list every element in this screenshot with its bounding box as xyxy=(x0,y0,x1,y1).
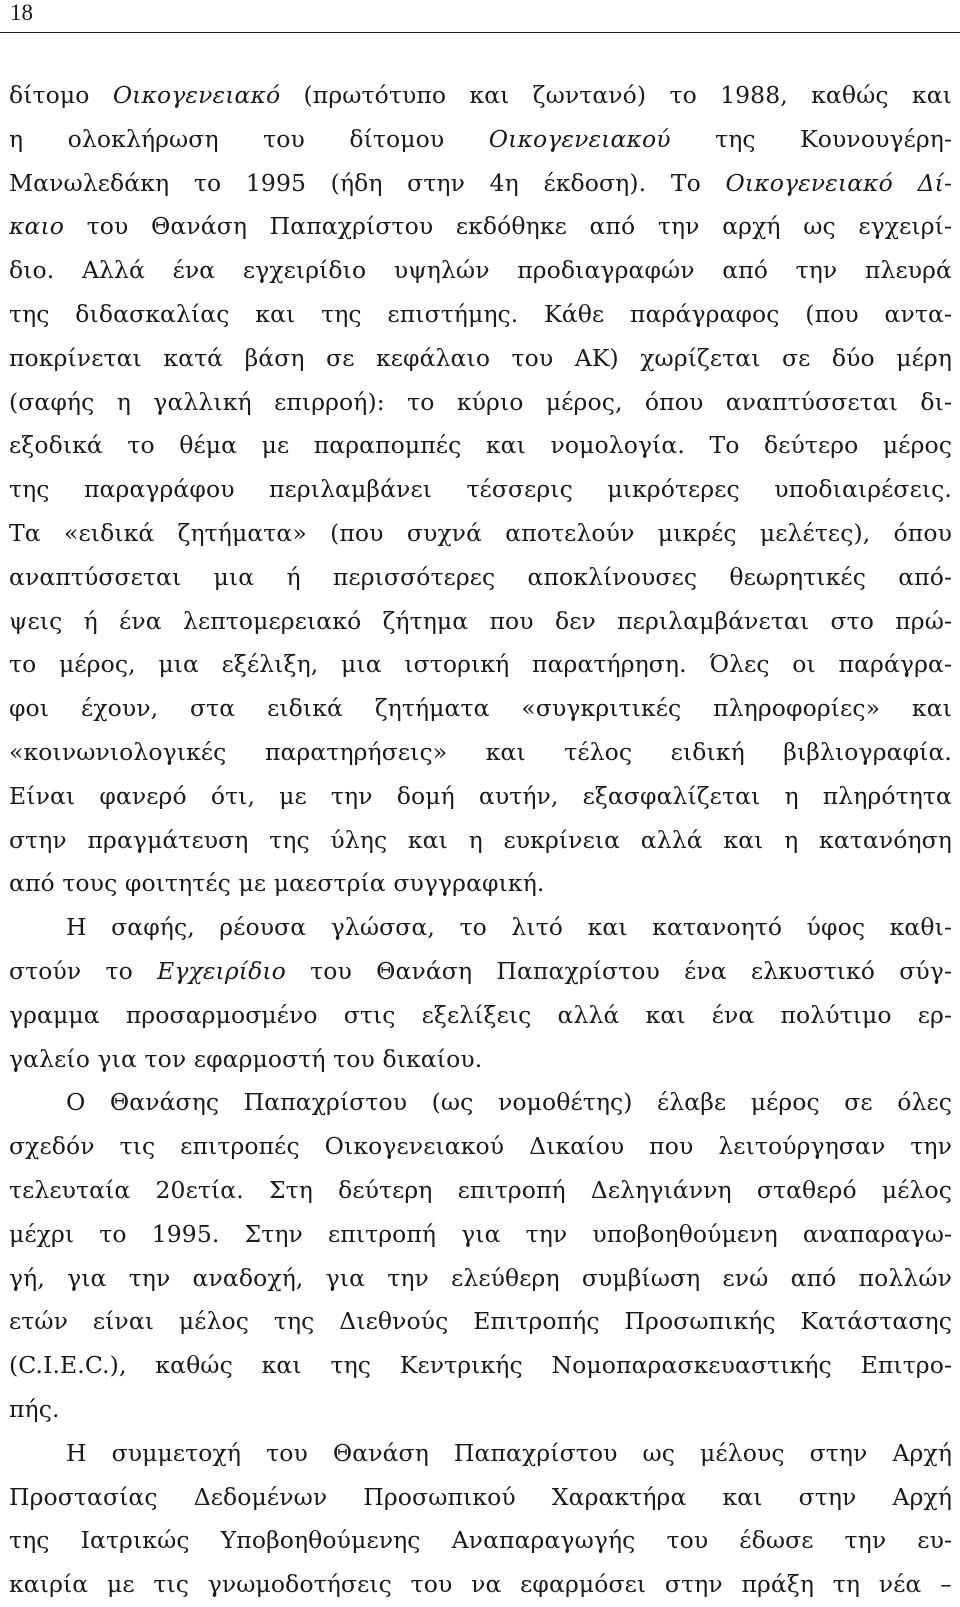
italic-text: Οικογενειακό xyxy=(112,81,281,109)
text-line xyxy=(9,424,952,468)
text-span: της Κουνουγέρη- xyxy=(670,124,952,153)
text-line xyxy=(9,1125,952,1169)
text-line xyxy=(9,1388,952,1432)
text-line xyxy=(9,906,952,950)
text-span: δίτομο xyxy=(9,81,113,109)
text-span: Μανωλεδάκη το 1995 (ήδη στην 4η έκδοση). Το xyxy=(9,168,726,197)
text-line xyxy=(9,862,952,906)
italic-text: Εγχειρίδιο xyxy=(157,956,286,985)
page-number: 18 xyxy=(10,0,33,25)
text-line xyxy=(9,1081,952,1125)
text-line xyxy=(9,293,952,337)
text-span: η ολοκλήρωση του δίτομου xyxy=(9,124,489,153)
text-line xyxy=(9,1432,952,1476)
text-span: καιρία με τις γνωμοδοτήσεις του να εφαρμόσει στην πράξη τη νέα – xyxy=(9,1570,952,1599)
paragraph xyxy=(9,74,952,906)
text-span: ποκρίνεται κατά βάση σε κεφάλαιο του ΑΚ) χωρίζεται σε δύο μέρη xyxy=(9,343,952,372)
text-line xyxy=(9,381,952,425)
text-span: ψεις ή ένα λεπτομερειακό ζήτημα που δεν περιλαμβάνεται στο πρώ- xyxy=(9,606,952,635)
text-line xyxy=(9,512,952,556)
text-span: διο. Αλλά ένα εγχειρίδιο υψηλών προδιαγραφών από την πλευρά xyxy=(9,256,952,285)
text-line xyxy=(9,1519,952,1563)
text-span: Η συμμετοχή του Θανάση Παπαχρίστου ως μέλους στην Αρχή xyxy=(66,1438,952,1467)
text-line xyxy=(9,994,952,1038)
text-span: (C.I.E.C.), καθώς και της Κεντρικής Νομοπαρασκευαστικής Επιτρο- xyxy=(9,1351,952,1380)
paragraph xyxy=(9,906,952,1081)
text-span: «κοινωνιολογικές παρατηρήσεις» και τέλος ειδική βιβλιογραφία. xyxy=(9,737,952,766)
body-text xyxy=(9,74,952,1607)
text-line xyxy=(9,819,952,863)
text-span: Τα «ειδικά ζητήματα» (που συχνά αποτελούν μικρές μελέτες), όπου xyxy=(9,518,952,547)
text-span: της διδασκαλίας και της επιστήμης. Κάθε παράγραφος (που αντα- xyxy=(9,299,952,328)
text-line xyxy=(9,600,952,644)
text-span: μέχρι το 1995. Στην επιτροπή για την υποβοηθούμενη αναπαραγω- xyxy=(9,1219,952,1248)
text-span: γή, για την αναδοχή, για την ελεύθερη συμβίωση ενώ από πολλών xyxy=(9,1263,952,1292)
italic-text: καιο xyxy=(9,212,65,241)
text-span: σχεδόν τις επιτροπές Οικογενειακού Δικαίου που λειτούργησαν την xyxy=(9,1132,952,1161)
text-span: Είναι φανερό ότι, με την δομή αυτήν, εξασφαλίζεται η πληρότητα xyxy=(9,781,952,810)
italic-text: Οικογενειακού xyxy=(488,124,671,153)
text-span: ετών είναι μέλος της Διεθνούς Επιτροπής Προσωπικής Κατάστασης xyxy=(9,1307,952,1336)
text-line xyxy=(9,1300,952,1344)
text-line xyxy=(9,1563,952,1607)
text-span: το μέρος, μια εξέλιξη, μια ιστορική παρατήρηση. Όλες οι παράγρα- xyxy=(9,650,952,679)
page-header xyxy=(0,0,960,33)
text-line xyxy=(9,118,952,162)
paragraph xyxy=(9,1081,952,1431)
text-line xyxy=(9,468,952,512)
text-line xyxy=(9,1038,952,1082)
text-line xyxy=(9,687,952,731)
text-span: από τους φοιτητές με μαεστρία συγγραφική. xyxy=(9,869,545,898)
text-span: Ο Θανάσης Παπαχρίστου (ως νομοθέτης) έλαβε μέρος σε όλες xyxy=(66,1088,952,1117)
text-line xyxy=(9,775,952,819)
text-line xyxy=(9,249,952,293)
text-span: αναπτύσσεται μια ή περισσότερες αποκλίνουσες θεωρητικές από- xyxy=(9,562,952,591)
text-line xyxy=(9,74,952,118)
italic-text: Οικογενειακό Δί- xyxy=(725,168,952,197)
text-line xyxy=(9,1169,952,1213)
text-line xyxy=(9,1213,952,1257)
text-span: της Ιατρικώς Υποβοηθούμενης Αναπαραγωγής του έδωσε την ευ- xyxy=(9,1526,952,1555)
text-span: φοι έχουν, στα ειδικά ζητήματα «συγκριτικές πληροφορίες» και xyxy=(9,694,952,723)
text-line xyxy=(9,556,952,600)
text-span: Προστασίας Δεδομένων Προσωπικού Χαρακτήρα και στην Αρχή xyxy=(9,1482,952,1511)
text-line xyxy=(9,205,952,249)
text-line xyxy=(9,1344,952,1388)
text-span: της παραγράφου περιλαμβάνει τέσσερις μικρότερες υποδιαιρέσεις. xyxy=(9,475,952,504)
paragraph xyxy=(9,1432,952,1607)
text-line xyxy=(9,162,952,206)
text-span: του Θανάση Παπαχρίστου ένα ελκυστικό σύγ- xyxy=(285,956,952,985)
text-span: γραμμα προσαρμοσμένο στις εξελίξεις αλλά και ένα πολύτιμο ερ- xyxy=(9,1000,952,1029)
text-span: εξοδικά το θέμα με παραπομπές και νομολογία. Το δεύτερο μέρος xyxy=(9,431,952,460)
text-line xyxy=(9,643,952,687)
text-span: πής. xyxy=(9,1394,60,1423)
text-span: στούν το xyxy=(9,956,158,985)
text-line xyxy=(9,731,952,775)
text-span: του Θανάση Παπαχρίστου εκδόθηκε από την αρχή ως εγχειρί- xyxy=(64,212,952,241)
text-line xyxy=(9,1257,952,1301)
text-span: (σαφής η γαλλική επιρροή): το κύριο μέρος, όπου αναπτύσσεται δι- xyxy=(9,387,952,416)
text-span: στην πραγμάτευση της ύλης και η ευκρίνεια αλλά και η κατανόηση xyxy=(9,825,952,854)
text-line xyxy=(9,1476,952,1520)
text-span: τελευταία 20ετία. Στη δεύτερη επιτροπή Δεληγιάννη σταθερό μέλος xyxy=(9,1175,952,1204)
text-line xyxy=(9,950,952,994)
text-span: (πρωτότυπο και ζωντανό) το 1988, καθώς και xyxy=(280,81,952,109)
text-span: γαλείο για τον εφαρμοστή του δικαίου. xyxy=(9,1044,483,1073)
text-span: Η σαφής, ρέουσα γλώσσα, το λιτό και κατανοητό ύφος καθι- xyxy=(66,913,952,942)
text-line xyxy=(9,337,952,381)
